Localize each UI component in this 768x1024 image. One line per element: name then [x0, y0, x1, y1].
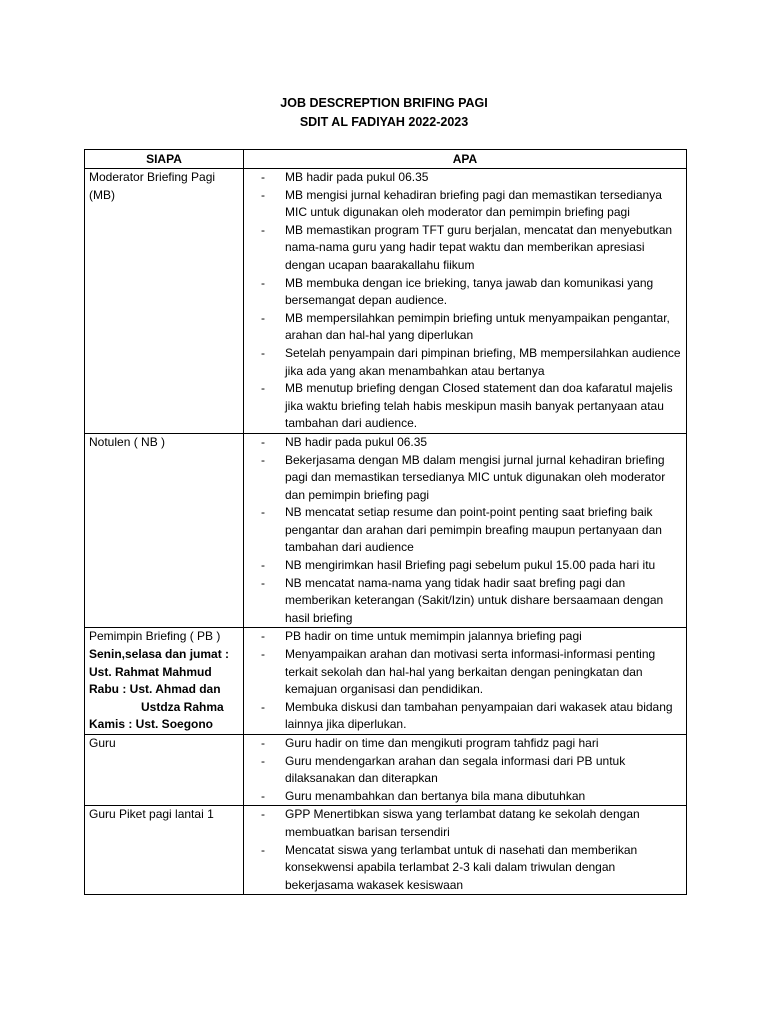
- duty-item: [248, 735, 682, 753]
- dash-bullet-icon: -: [261, 275, 265, 290]
- duty-list: [248, 735, 682, 805]
- table-row: [85, 806, 687, 895]
- duty-text: MB memastikan program TFT guru berjalan, mencatat dan menyebutkan nama-nama guru yang hadir tepat waktu dan memberikan apresiasi dengan ucapan baarakallahu fiikum: [285, 222, 673, 272]
- role-text: Ustdza Rahma: [141, 699, 224, 714]
- duty-list: [248, 806, 682, 894]
- duty-item: [248, 222, 682, 275]
- duty-text: Guru menambahkan dan bertanya bila mana dibutuhkan: [285, 788, 586, 803]
- dash-bullet-icon: -: [261, 647, 265, 662]
- role-cell: [85, 169, 244, 434]
- duty-item: [248, 452, 682, 505]
- duty-text: GPP Menertibkan siswa yang terlambat datang ke sekolah dengan membuatkan barisan tersendiri: [285, 807, 640, 839]
- role-cell: [85, 735, 244, 806]
- duty-item: [248, 310, 682, 345]
- duty-text: Menyampaikan arahan dan motivasi serta informasi-informasi penting terkait sekolah dan hal-hal yang berkaitan dengan peningkatan dan kemajuan organisasi dan pendidikan.: [285, 647, 656, 697]
- dash-bullet-icon: -: [261, 842, 265, 857]
- duty-list: [248, 169, 682, 433]
- job-description-table: [84, 149, 687, 895]
- duty-item: [248, 275, 682, 310]
- duty-item: [248, 187, 682, 222]
- dash-bullet-icon: -: [261, 736, 265, 750]
- dash-bullet-icon: -: [261, 629, 265, 644]
- duty-item: [248, 842, 682, 895]
- duties-cell: [244, 735, 687, 806]
- duty-item: [248, 557, 682, 575]
- duty-text: MB membuka dengan ice brieking, tanya jawab dan komunikasi yang bersemangat depan audience.: [285, 275, 654, 308]
- table-header-row: [85, 150, 687, 169]
- role-text: Kamis : Ust. Soegono: [89, 717, 214, 732]
- role-cell: [85, 806, 244, 895]
- duty-item: [248, 434, 682, 452]
- dash-bullet-icon: -: [261, 753, 265, 768]
- role-text: Senin,selasa dan jumat :: [89, 647, 230, 662]
- duty-item: [248, 753, 682, 788]
- document-title: JOB DESCREPTION BRIFING PAGI: [280, 96, 488, 110]
- role-text: Rabu : Ust. Ahmad dan: [89, 682, 221, 697]
- duty-item: [248, 380, 682, 433]
- table-row: [85, 169, 687, 434]
- duty-text: Bekerjasama dengan MB dalam mengisi jurnal jurnal kehadiran briefing pagi dan memastikan tersedianya MIC untuk digunakan oleh moderator dan pemimpin briefing pagi: [285, 452, 666, 502]
- duty-item: [248, 504, 682, 557]
- table-body: [85, 169, 687, 895]
- column-header-apa: APA: [244, 150, 687, 169]
- dash-bullet-icon: -: [261, 310, 265, 325]
- dash-bullet-icon: -: [261, 699, 265, 714]
- dash-bullet-icon: -: [261, 434, 265, 449]
- role-text: Guru: [89, 736, 116, 750]
- dash-bullet-icon: -: [261, 807, 265, 822]
- duty-text: Setelah penyampain dari pimpinan briefing, MB mempersilahkan audience jika ada yang akan menambahkan atau bertanya: [285, 345, 681, 378]
- duty-item: [248, 169, 682, 187]
- dash-bullet-icon: -: [261, 187, 265, 202]
- duty-text: MB mempersilahkan pemimpin briefing untuk menyampaikan pengantar, arahan dan hal-hal yang diperlukan: [285, 310, 670, 343]
- dash-bullet-icon: -: [261, 788, 265, 803]
- duty-item: [248, 345, 682, 380]
- column-header-siapa: SIAPA: [85, 150, 244, 169]
- role-text: Notulen ( NB ): [89, 434, 166, 449]
- dash-bullet-icon: -: [261, 222, 265, 237]
- duty-item: [248, 788, 682, 806]
- table-row: [85, 628, 687, 735]
- duty-list: [248, 628, 682, 734]
- role-cell: [85, 628, 244, 735]
- duty-item: [248, 575, 682, 628]
- duties-cell: [244, 433, 687, 628]
- dash-bullet-icon: -: [261, 505, 265, 520]
- duties-cell: [244, 806, 687, 895]
- duty-text: MB mengisi jurnal kehadiran briefing pagi dan memastikan tersedianya MIC untuk digunakan oleh moderator dan pemimpin briefing pagi: [285, 187, 662, 220]
- duty-text: MB menutup briefing dengan Closed statement dan doa kafaratul majelis jika waktu briefing telah habis meskipun masih banyak pertanyaan atau tambahan dari audience.: [285, 381, 673, 431]
- duty-text: NB hadir pada pukul 06.35: [285, 434, 428, 449]
- role-text: Moderator Briefing Pagi: [89, 170, 216, 184]
- role-text: Guru Piket pagi lantai 1: [89, 807, 214, 822]
- duty-text: NB mencatat nama-nama yang tidak hadir saat brefing pagi dan memberikan keterangan (Sakit/Izin) untuk dishare bersaamaan dengan hasil briefing: [285, 575, 664, 625]
- duty-text: NB mengirimkan hasil Briefing pagi sebelum pukul 15.00 pada hari itu: [285, 558, 656, 573]
- role-text: (MB): [89, 187, 115, 202]
- duty-item: [248, 628, 682, 646]
- table-row: [85, 433, 687, 628]
- dash-bullet-icon: -: [261, 575, 265, 590]
- duty-item: [248, 806, 682, 841]
- duty-text: Guru hadir on time dan mengikuti program tahfidz pagi hari: [285, 736, 599, 750]
- duties-cell: [244, 628, 687, 735]
- duties-cell: [244, 169, 687, 434]
- table-row: [85, 735, 687, 806]
- duty-item: [248, 699, 682, 734]
- duty-text: Membuka diskusi dan tambahan penyampaian dari wakasek atau bidang lainnya jika diperlukan.: [285, 699, 673, 732]
- role-cell: [85, 433, 244, 628]
- dash-bullet-icon: -: [261, 558, 265, 573]
- role-text: Ust. Rahmat Mahmud: [89, 664, 212, 679]
- document-subtitle: SDIT AL FADIYAH 2022-2023: [299, 115, 469, 129]
- duty-text: NB mencatat setiap resume dan point-point penting saat briefing baik pengantar dan arahan dari pemimpin breafing maupun pertanyaan dan tambahan dari audience: [285, 505, 662, 555]
- dash-bullet-icon: -: [261, 381, 265, 396]
- duty-list: [248, 434, 682, 628]
- dash-bullet-icon: -: [261, 452, 265, 467]
- duty-item: [248, 646, 682, 699]
- duty-text: PB hadir on time untuk memimpin jalannya briefing pagi: [285, 629, 582, 644]
- dash-bullet-icon: -: [261, 345, 265, 360]
- duty-text: Guru mendengarkan arahan dan segala informasi dari PB untuk dilaksanakan dan diterapkan: [285, 753, 626, 786]
- duty-text: Mencatat siswa yang terlambat untuk di nasehati dan memberikan konsekwensi apabila terlambat 2-3 kali dalam triwulan dengan bekerjasama wakasek kesiswaan: [285, 842, 638, 892]
- dash-bullet-icon: -: [261, 170, 265, 184]
- role-text: Pemimpin Briefing ( PB ): [89, 629, 221, 644]
- duty-text: MB hadir pada pukul 06.35: [285, 170, 429, 184]
